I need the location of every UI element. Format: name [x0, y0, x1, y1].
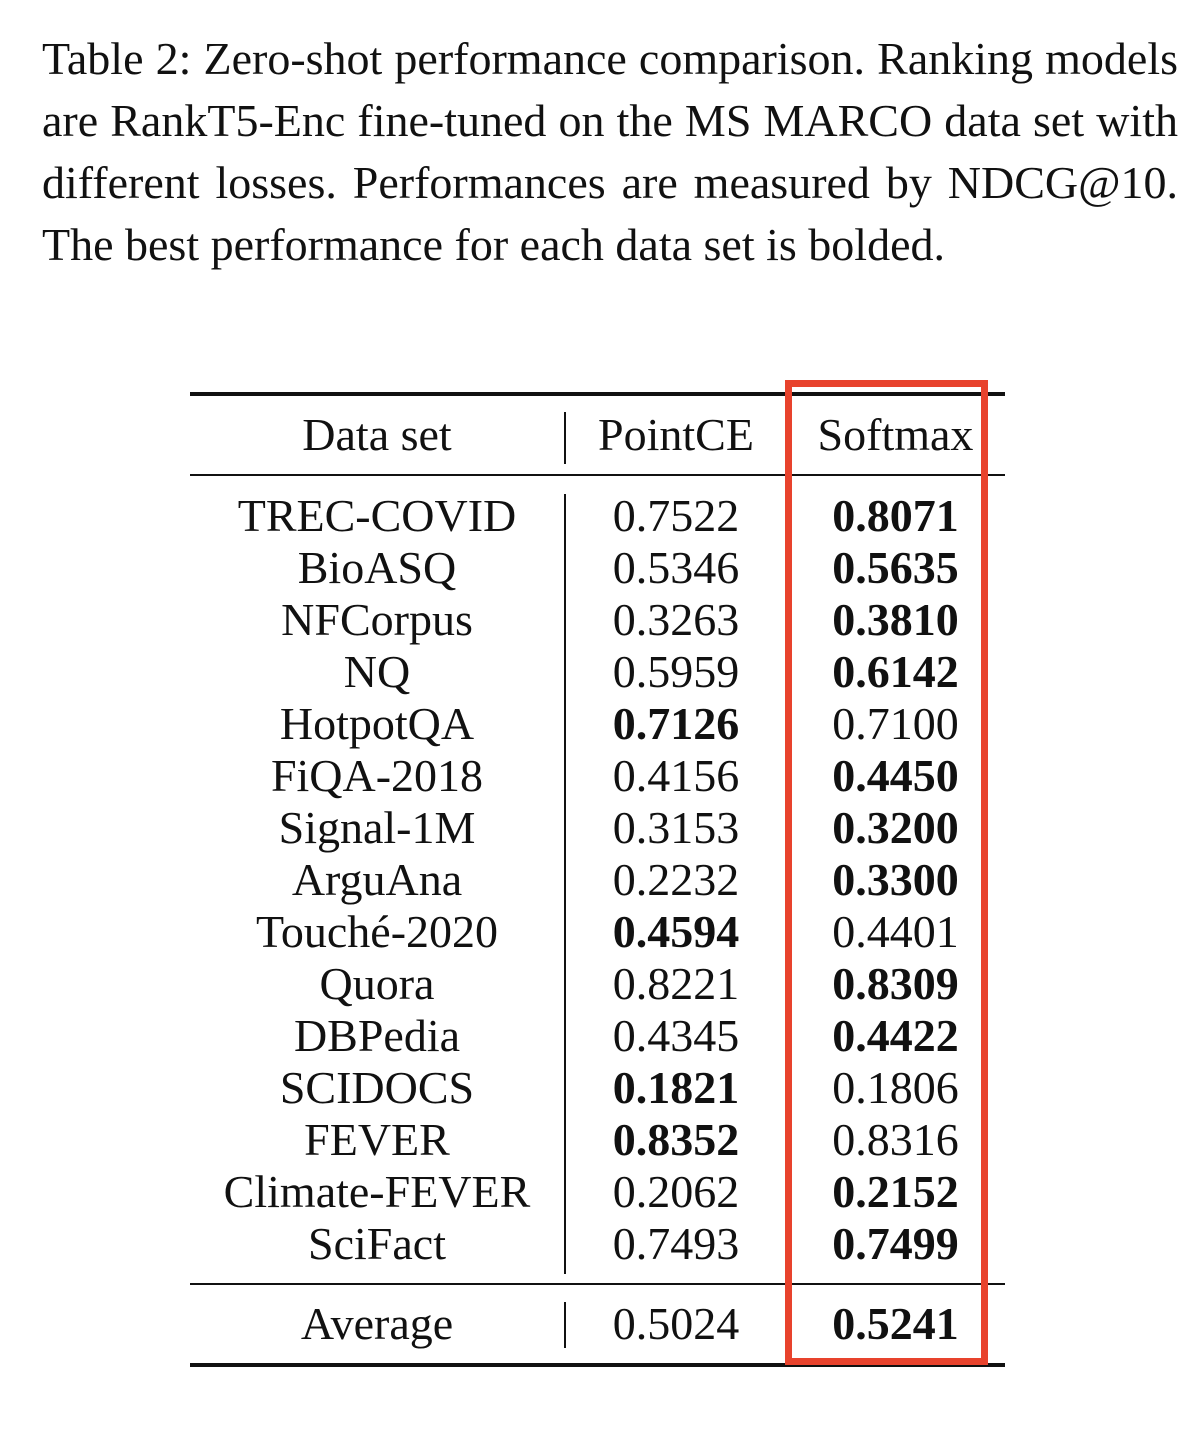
table-caption: Table 2: Zero-shot performance comparison. Ranking models are RankT5-Enc fine-tuned on the MS MARCO data set with different losses. Performances are measured by NDCG@10. The best performance for each data set is bolded. [42, 33, 1178, 270]
softmax-cell: 0.4422 [832, 1010, 959, 1061]
pointce-cell: 0.7493 [612, 1218, 740, 1269]
softmax-cell: 0.4401 [832, 906, 959, 957]
dataset-cell: SciFact [308, 1218, 446, 1269]
dataset-cell: TREC-COVID [237, 490, 517, 541]
softmax-column-highlight [785, 380, 988, 1365]
softmax-cell: 0.8071 [832, 490, 959, 541]
pointce-cell: 0.5959 [612, 646, 740, 697]
pointce-cell: 0.2232 [612, 854, 740, 905]
average-softmax: 0.5241 [832, 1298, 959, 1349]
dataset-cell: FEVER [304, 1114, 450, 1165]
pointce-cell: 0.3153 [612, 802, 740, 853]
dataset-cell: FiQA-2018 [270, 750, 484, 801]
pointce-cell: 0.4156 [612, 750, 740, 801]
pointce-cell: 0.3263 [612, 594, 740, 645]
softmax-cell: 0.6142 [832, 646, 959, 697]
average-label: Average [300, 1298, 454, 1349]
header-softmax: Softmax [817, 409, 974, 460]
softmax-cell: 0.3200 [832, 802, 959, 853]
pointce-cell: 0.4345 [612, 1010, 740, 1061]
softmax-cell: 0.4450 [832, 750, 959, 801]
pointce-cell: 0.1821 [612, 1062, 740, 1113]
pointce-cell: 0.8221 [612, 958, 740, 1009]
dataset-cell: Touché-2020 [255, 906, 499, 957]
average-pointce: 0.5024 [612, 1298, 740, 1349]
dataset-cell: HotpotQA [279, 698, 475, 749]
dataset-cell: Quora [319, 958, 435, 1009]
pointce-cell: 0.4594 [612, 906, 740, 957]
dataset-cell: DBPedia [293, 1010, 461, 1061]
header-pointce: PointCE [598, 409, 754, 460]
body-divider [564, 494, 566, 1274]
average-divider [564, 1302, 566, 1348]
dataset-cell: ArguAna [291, 854, 463, 905]
dataset-cell: BioASQ [297, 542, 457, 593]
softmax-cell: 0.8309 [832, 958, 959, 1009]
softmax-cell: 0.7100 [832, 698, 959, 749]
header-dataset: Data set [302, 409, 452, 460]
header-divider [564, 412, 566, 464]
softmax-cell: 0.8316 [832, 1114, 959, 1165]
dataset-cell: Signal-1M [278, 802, 476, 853]
pointce-cell: 0.2062 [612, 1166, 740, 1217]
dataset-cell: SCIDOCS [279, 1062, 475, 1113]
pointce-cell: 0.8352 [612, 1114, 740, 1165]
softmax-cell: 0.3300 [832, 854, 959, 905]
dataset-cell: NQ [343, 646, 411, 697]
pointce-cell: 0.7522 [612, 490, 740, 541]
softmax-cell: 0.5635 [832, 542, 959, 593]
softmax-cell: 0.2152 [832, 1166, 959, 1217]
softmax-cell: 0.1806 [832, 1062, 959, 1113]
dataset-cell: Climate-FEVER [223, 1166, 531, 1217]
pointce-cell: 0.7126 [612, 698, 740, 749]
pointce-cell: 0.5346 [612, 542, 740, 593]
softmax-cell: 0.3810 [832, 594, 959, 645]
softmax-cell: 0.7499 [832, 1218, 959, 1269]
dataset-cell: NFCorpus [281, 594, 473, 645]
